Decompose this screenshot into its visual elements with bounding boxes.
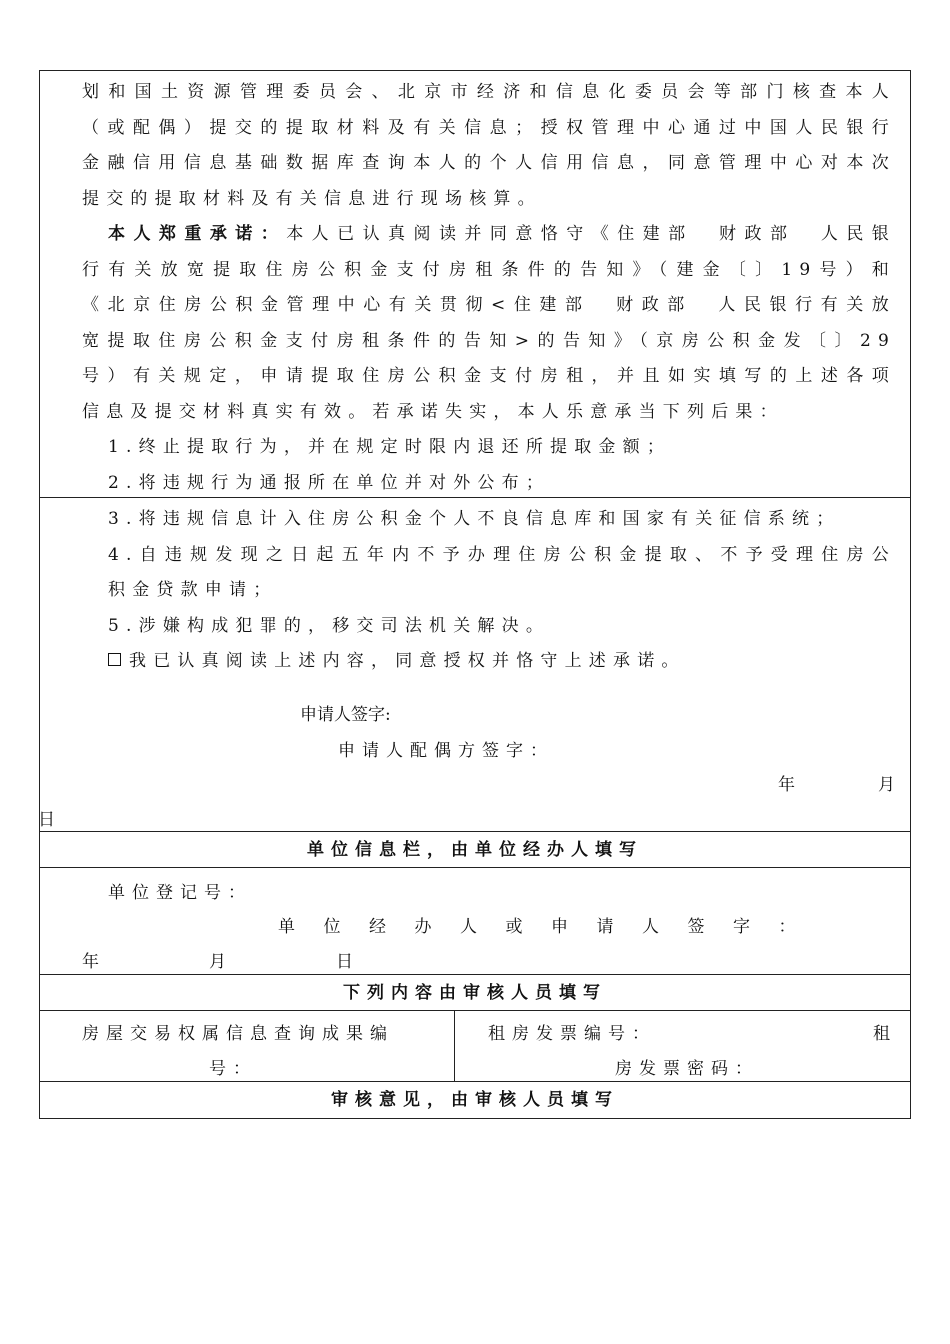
invoice-pwd-lead: 租 (873, 1024, 897, 1044)
house-query-cell (40, 1011, 455, 1081)
consequence-4-cont: 积金贷款申请； (108, 580, 278, 600)
pledge-label: 本人郑重承诺： (108, 224, 287, 244)
unit-reg-no-label: 单位登记号： (108, 883, 252, 903)
consequence-5: 5.涉嫌构成犯罪的，移交司法机关解决。 (108, 615, 551, 636)
auth-line-3: 金融信用信息基础数据库查询本人的个人信用信息，同意管理中心对本次 (82, 153, 896, 173)
application-form (39, 70, 911, 1119)
pledge-block-top (40, 71, 910, 498)
pledge-line-5: 号）有关规定，申请提取住房公积金支付房租，并且如实填写的上述各项 (82, 366, 896, 386)
review-section-header: 下列内容由审核人员填写 (40, 975, 910, 1011)
sign-day-label: 日 (38, 810, 62, 830)
unit-info-block (40, 868, 910, 975)
house-query-label-1: 房屋交易权属信息查询成果编 (82, 1024, 394, 1044)
house-query-label-2: 号： (209, 1059, 257, 1079)
pledge-block-bottom (40, 498, 910, 832)
pledge-text-1: 本人已认真阅读并同意恪守《住建部 财政部 人民银 (286, 224, 896, 244)
review-fields (40, 1011, 910, 1082)
sign-month-label: 月 (878, 775, 902, 795)
pledge-line-3: 《北京住房公积金管理中心有关贯彻<住建部 财政部 人民银行有关放 (82, 295, 896, 315)
sign-year-label: 年 (778, 775, 802, 795)
auth-line-1: 划和国土资源管理委员会、北京市经济和信息化委员会等部门核查本人 (82, 82, 896, 102)
invoice-cell (455, 1011, 910, 1081)
unit-day-label: 日 (336, 952, 360, 972)
auth-line-2: （或配偶）提交的提取材料及有关信息；授权管理中心通过中国人民银行 (82, 117, 896, 138)
consequence-4: 4.自违规发现之日起五年内不予办理住房公积金提取、不予受理住房公 (108, 544, 896, 565)
applicant-signature-label: 申请人签字: (300, 705, 391, 725)
spouse-signature-label: 申请人配偶方签字： (338, 741, 554, 761)
auth-line-4: 提交的提取材料及有关信息进行现场核算。 (82, 188, 542, 209)
pledge-line-6: 信息及提交材料真实有效。若承诺失实，本人乐意承当下列后果： (82, 401, 784, 422)
agree-text: 我已认真阅读上述内容，同意授权并恪守上述承诺。 (129, 651, 686, 671)
pledge-line-2: 行有关放宽提取住房公积金支付房租条件的告知》（建金〔〕19号）和 (82, 259, 896, 280)
pledge-line-1 (82, 217, 896, 253)
invoice-pwd-label: 房发票密码： (615, 1059, 759, 1079)
opinion-section-header: 审核意见，由审核人员填写 (331, 1090, 619, 1110)
invoice-no-label: 租房发票编号： (488, 1024, 656, 1044)
consequence-3: 3.将违规信息计入住房公积金个人不良信息库和国家有关征信系统； (108, 509, 841, 529)
unit-section-header: 单位信息栏，由单位经办人填写 (40, 832, 910, 868)
unit-sign-label: 单位经办人或申请人签字： (278, 917, 824, 937)
pledge-line-4: 宽提取住房公积金支付房租条件的告知>的告知》（京房公积金发〔〕29 (82, 330, 896, 351)
consequence-1: 1.终止提取行为，并在规定时限内退还所提取金额； (108, 437, 672, 457)
agree-line (82, 644, 896, 680)
unit-month-label: 月 (209, 952, 233, 972)
unit-year-label: 年 (82, 952, 106, 972)
consequence-2: 2.将违规行为通报所在单位并对外公布； (108, 472, 551, 493)
agree-checkbox[interactable] (108, 653, 121, 666)
